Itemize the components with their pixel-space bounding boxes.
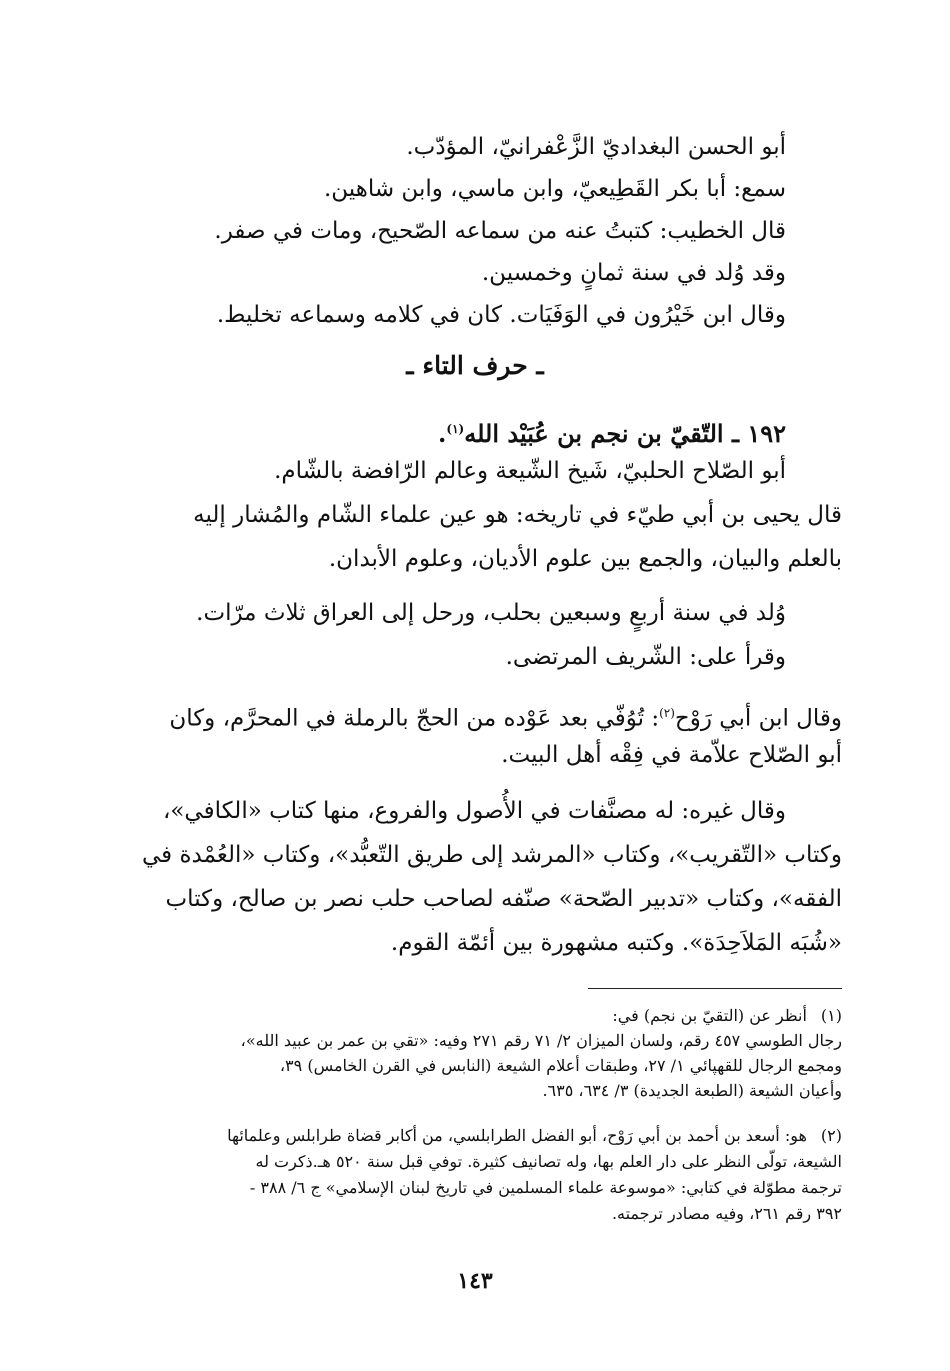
entry-line-2: قال يحيى بن أبي طيّء في تاريخه: هو عين علماء الشّام والمُشار إليه [193, 502, 842, 528]
footnote-separator [588, 988, 842, 989]
body-line-4: وقد وُلد في سنة ثمانٍ وخمسين. [481, 260, 786, 286]
section-heading: ـ حرف التاء ـ [406, 351, 544, 380]
footnote-1-marker: (١) [820, 1006, 842, 1025]
body-line-1: أبو الحسن البغداديّ الزَّعْفرانيّ، المؤدّب. [406, 134, 786, 160]
footnote-2-line-2: الشيعة، تولّى النظر على دار العلم بها، وله تصانيف كثيرة. توفي قبل سنة ٥٢٠ هـ.ذكرت له [255, 1152, 842, 1171]
entry-title-end: . [438, 419, 447, 448]
abi-rawh-post: : تُوُفّي بعد عَوْده من الحجّ بالرملة في المحرَّم، وكان [169, 705, 660, 732]
footnote-1-line-1 [612, 1004, 842, 1028]
body-line-5: وقال ابن خَيْرُون في الوَفَيَات. كان في كلامه وسماعه تخليط. [216, 302, 786, 328]
entry-line-7: أبو الصّلاح علاّمة في فِقْه أهل البيت. [501, 742, 842, 768]
page-number: ١٤٣ [457, 1268, 493, 1294]
entry-line-1: أبو الصّلاح الحلبيّ، شَيخ الشّيعة وعالم الرّافضة بالشّام. [274, 458, 786, 484]
body-line-3: قال الخطيب: كتبتُ عنه من سماعه الصّحيح، ومات في صفر. [214, 218, 786, 244]
entry-line-4: وُلد في سنة أربعٍ وسبعين بحلب، ورحل إلى العراق ثلاث مرّات. [196, 600, 786, 626]
entry-line-11: «شُبَه المَلاَحِدَة». وكتبه مشهورة بين أئمّة القوم. [390, 930, 842, 956]
footnote-2-line-1 [227, 1124, 842, 1148]
abi-rawh-pre: وقال ابن أبي رَوْح [674, 705, 842, 732]
footnote-1-line-4: وأعيان الشيعة (الطبعة الجديدة) ٣/ ٦٣٤، ٦٣٥. [542, 1081, 842, 1100]
footnote-ref-1: (١) [446, 422, 465, 436]
entry-line-8: وقال غيره: له مصنَّفات في الأُصول والفروع، منها كتاب «الكافي»، [162, 798, 786, 824]
entry-line-10: الفقه»، وكتاب «تدبير الصّحة» صنّفه لصاحب حلب نصر بن صالح، وكتاب [165, 886, 842, 912]
footnote-2-line-3: ترجمة مطوّلة في كتابي: «موسوعة علماء المسلمين في تاريخ لبنان الإسلامي» ج ٦/ ٣٨٨ - [249, 1178, 842, 1197]
footnote-1-line-2: رجال الطوسي ٤٥٧ رقم، ولسان الميزان ٢/ ٧١ رقم ٢٧١ وفيه: «تقي بن عمر بن عبيد الله»، [240, 1031, 842, 1050]
entry-line-3: بالعلم والبيان، والجمع بين علوم الأديان، وعلوم الأبدان. [328, 546, 842, 572]
entry-title [438, 412, 786, 451]
footnote-ref-2: (٢) [659, 706, 675, 720]
footnote-1-text-1: أنظر عن (التقيّ بن نجم) في: [612, 1006, 807, 1025]
entry-line-5: وقرأ على: الشّريف المرتضى. [505, 644, 786, 670]
body-line-2: سمع: أبا بكر القَطِيعيّ، وابن ماسي، وابن شاهين. [323, 176, 786, 202]
entry-title-text: ١٩٢ ـ التّقيّ بن نجم بن عُبَيْد الله [464, 419, 786, 448]
entry-line-6 [169, 696, 842, 736]
entry-line-9: وكتاب «التّقريب»، وكتاب «المرشد إلى طريق التّعبُّد»، وكتاب «العُمْدة في [141, 842, 842, 868]
footnote-2-text-1: هو: أسعد بن أحمد بن أبي رَوْح، أبو الفضل الطرابلسي، من أكابر قضاة طرابلس وعلمائها [227, 1126, 807, 1145]
footnote-2-marker: (٢) [820, 1126, 842, 1145]
footnote-2-line-4: ٣٩٢ رقم ٢٦١، وفيه مصادر ترجمته. [611, 1204, 842, 1223]
footnote-1-line-3: ومجمع الرجال للقهپائي ١/ ٢٧، وطبقات أعلام الشيعة (النابس في القرن الخامس) ٣٩، [279, 1056, 842, 1075]
